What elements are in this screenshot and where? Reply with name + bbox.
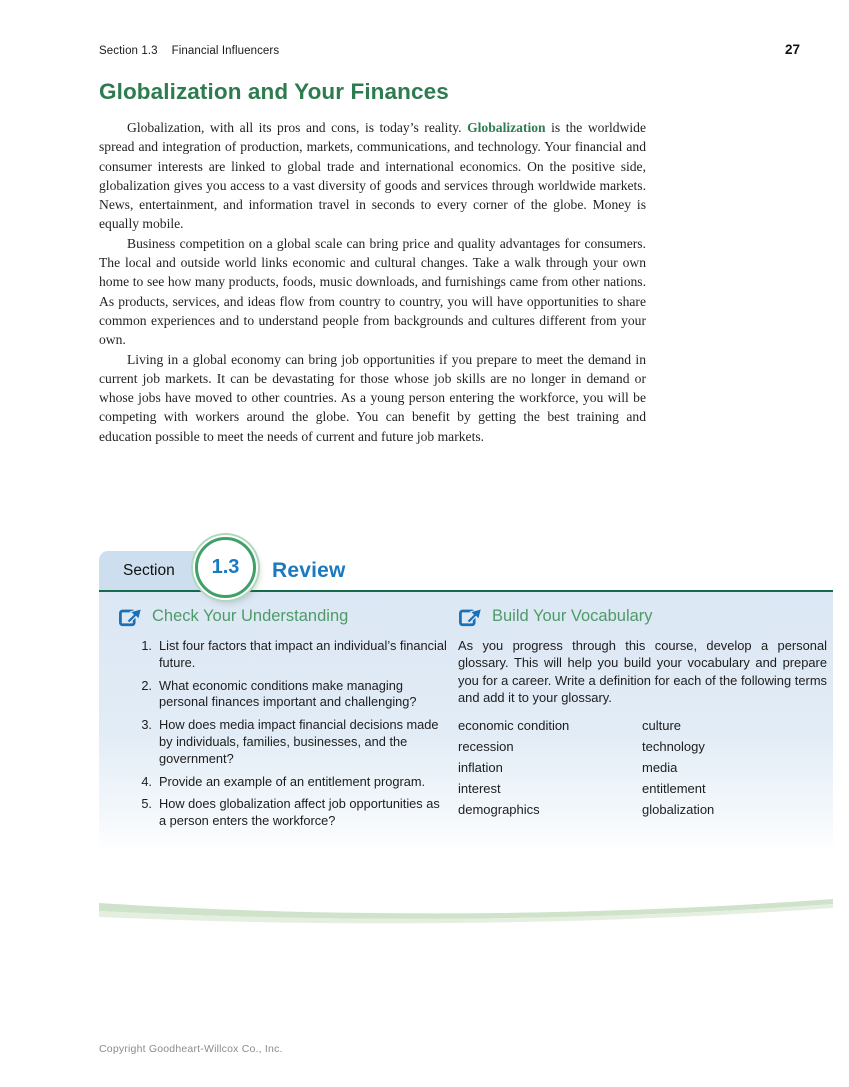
question-number: 5. [141, 796, 152, 812]
paragraph-1 [99, 118, 646, 234]
vocabulary-term: technology [642, 738, 705, 754]
vocabulary-subhead [458, 605, 827, 627]
question-text: How does globalization affect job opportunities as a person enters the workforce? [159, 796, 440, 829]
article-body [99, 118, 646, 446]
running-head-left [99, 45, 279, 57]
check-question [132, 796, 448, 830]
question-text: What economic conditions make managing personal finances important and challenging? [159, 677, 417, 710]
question-number: 2. [141, 677, 152, 693]
page-number: 27 [784, 42, 800, 57]
vocabulary-term: recession [458, 738, 514, 754]
running-head [99, 42, 800, 57]
check-question [132, 638, 448, 672]
build-your-vocabulary-column [458, 605, 827, 820]
review-panel [99, 592, 833, 848]
vocabulary-term: inflation [458, 759, 503, 775]
vocabulary-term: entitlement [642, 780, 706, 796]
article-title: Globalization and Your Finances [99, 79, 449, 104]
review-section-label: Section [123, 561, 175, 579]
check-your-understanding-column [118, 605, 448, 836]
paragraph-1-text-after: is the worldwide spread and integration of production, markets, communications, and technology. Your financial and consumer interests are linked to global trade and international economics. On the positive side, globalization gives you access to a vast diversity of goods and services through worldwide markets. News, entertainment, and information travel in seconds to every corner of the globe. Money is equally mobile. [99, 120, 646, 232]
vocabulary-term: demographics [458, 801, 540, 817]
question-text: How does media impact financial decisions made by individuals, families, businesses, and the government? [159, 717, 439, 766]
key-term-globalization: Globalization [467, 120, 546, 135]
question-number: 1. [141, 638, 152, 653]
bottom-swoosh-decoration [99, 898, 833, 928]
check-question-list [118, 638, 448, 830]
check-subhead [118, 605, 448, 627]
copyright-footer: Copyright Goodheart-Willcox Co., Inc. [99, 1043, 283, 1055]
vocabulary-heading: Build Your Vocabulary [492, 606, 653, 625]
paragraph-1-text: Globalization, with all its pros and cons, is today’s reality. [127, 120, 468, 135]
question-text: Provide an example of an entitlement program. [159, 773, 426, 789]
paragraph-3: Living in a global economy can bring job opportunities if you prepare to meet the demand in current job markets. It can be devastating for those whose job skills are no longer in demand or whose jobs have moved to other countries. As a young person entering the workforce, you will be competing with workers around the globe. You can benefit by getting the best training and education possible to meet the needs of current and future job markets. [99, 351, 646, 444]
vocabulary-term: globalization [642, 801, 715, 817]
check-question [132, 678, 448, 712]
question-number: 4. [141, 773, 152, 789]
review-heading: Review [272, 558, 346, 582]
vocabulary-term: interest [458, 780, 501, 796]
check-heading: Check Your Understanding [152, 606, 349, 625]
question-text: List four factors that impact an individual’s financial future. [159, 638, 447, 670]
vocabulary-term: media [642, 759, 678, 775]
check-question [132, 717, 448, 767]
section-number: 1.3 [211, 556, 240, 578]
vocabulary-terms-column-2 [642, 715, 714, 820]
vocabulary-term: culture [642, 717, 682, 733]
section-number-badge [195, 537, 256, 598]
running-head-title: Financial Influencers [171, 45, 280, 57]
vocabulary-intro: As you progress through this course, develop a personal glossary. This will help you build your vocabulary and prepare you for a career. Write a definition for each of the following terms and add it to your glossary. [458, 638, 827, 706]
vocabulary-terms-column-1 [458, 715, 642, 820]
question-number: 3. [141, 717, 152, 733]
paragraph-2: Business competition on a global scale can bring price and quality advantages for consumers. The local and outside world links economic and cultural changes. Take a walk through your own home to see how many products, foods, music downloads, and furnishings came from other nations. As products, services, and ideas flow from country to country, you will have opportunities to share common experiences and to understand people from backgrounds and cultures different from your own. [99, 235, 646, 348]
share-arrow-icon [458, 605, 483, 627]
vocabulary-term: economic condition [458, 717, 570, 733]
share-arrow-icon [118, 605, 143, 627]
running-head-section: Section 1.3 [99, 45, 158, 57]
section-review-box [99, 535, 833, 880]
check-question [132, 774, 448, 791]
vocabulary-terms [458, 715, 827, 820]
